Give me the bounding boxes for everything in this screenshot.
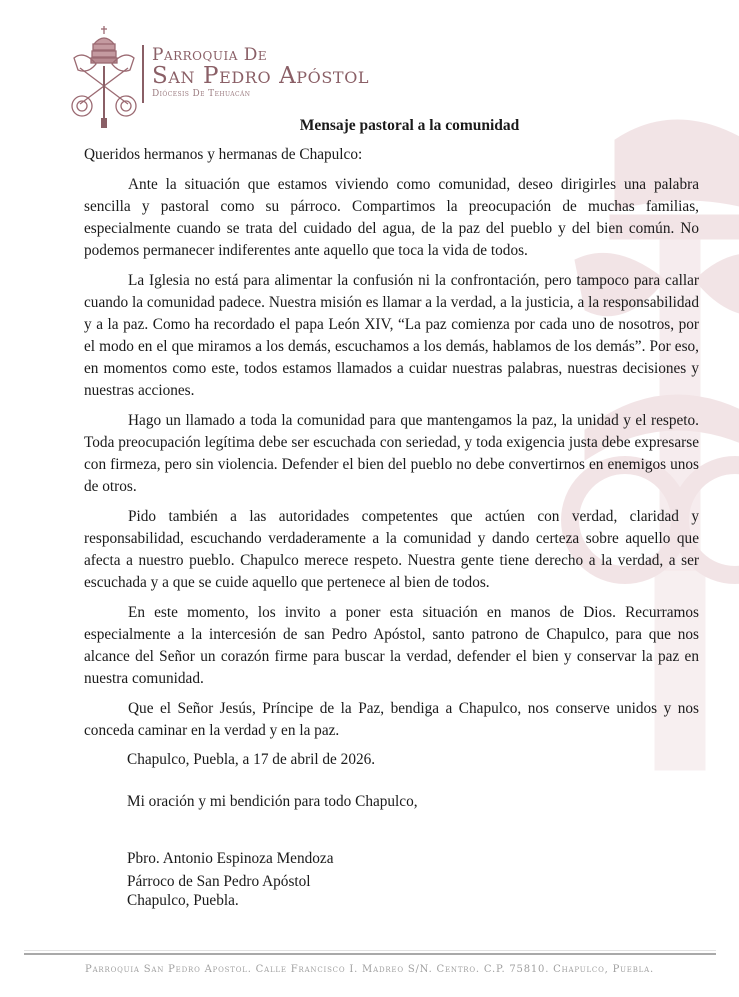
letter-body: [84, 144, 699, 742]
paragraph: Hago un llamado a toda la comunidad para que mantengamos la paz, la unidad y el respeto. Toda preocupación legítima debe ser escuchada con seriedad, y toda exigencia justa debe expresarse con firmeza, pero sin violencia. Defender el bien del pueblo no debe convertirnos en enemigos unos de otros.: [84, 412, 699, 495]
blessing-line: Mi oración y mi bendición para todo Chapulco,: [127, 793, 418, 810]
document-title: Mensaje pastoral a la comunidad: [299, 117, 520, 134]
closing-block: [127, 750, 739, 910]
footer: [0, 950, 739, 997]
greeting: Queridos hermanos y hermanas de Chapulco:: [84, 146, 363, 163]
papal-coat-of-arms-icon: [68, 22, 140, 130]
signature-name: Pbro. Antonio Espinoza Mendoza: [127, 850, 334, 867]
diocese-line: Diócesis De Tehuacán: [152, 89, 251, 99]
footer-rule: [24, 953, 716, 955]
paragraph: La Iglesia no está para alimentar la confusión ni la confrontación, pero tampoco para callar cuando la comunidad padece. Nuestra misión es llamar a la verdad, a la justicia, a la responsabilidad y a la paz. Como ha recordado el papa León XIV, “La paz comienza por cada uno de nosotros, por el modo en el que miramos a los demás, escuchamos a los demás, hablamos de los demás”. Por eso, en momentos como este, todos estamos llamados a cuidar nuestras palabras, nuestras decisiones y nuestras acciones.: [84, 272, 699, 399]
footer-address: Parroquia San Pedro Apostol. Calle Francisco I. Madreo S/N. Centro. C.P. 75810. Chapulco, Puebla.: [85, 964, 654, 975]
paragraph: Pido también a las autoridades competentes que actúen con verdad, claridad y responsabilidad, escuchando verdaderamente a la comunidad y dando certeza sobre aquello que afecta a nuestro pueblo. Chapulco merece respeto. Nuestra gente tiene derecho a la verdad, a ser escuchada y a que se cuide aquello que pertenece al bien de todos.: [84, 508, 699, 591]
parish-line-2: San Pedro Apóstol: [152, 63, 370, 89]
parish-line-1: Parroquia De: [152, 45, 268, 65]
paragraph: Ante la situación que estamos viviendo como comunidad, deseo dirigirles una palabra sencilla y pastoral como su párroco. Compartimos la preocupación de muchas familias, especialmente cuando se trata del cuidado del agua, de la paz del pueblo y del bien común. No podemos permanecer indiferentes ante aquello que toca la vida de todos.: [84, 176, 699, 259]
date-line: Chapulco, Puebla, a 17 de abril de 2026.: [127, 751, 376, 768]
paragraph: En este momento, los invito a poner esta situación en manos de Dios. Recurramos especialmente a la intercesión de san Pedro Apóstol, santo patrono de Chapulco, para que nos alcance del Señor un corazón firme para buscar la verdad, defender el bien y conservar la paz en nuestra comunidad.: [84, 604, 699, 687]
footer-rule-thin: [24, 950, 716, 951]
letterhead: [0, 0, 739, 112]
parish-name-block: [152, 46, 369, 100]
logo-divider: [142, 45, 144, 103]
signature-role: Párroco de San Pedro Apóstol: [127, 873, 311, 890]
signature-place: Chapulco, Puebla.: [127, 892, 239, 909]
paragraph: Que el Señor Jesús, Príncipe de la Paz, bendiga a Chapulco, nos conserve unidos y nos conceda caminar en la verdad y en la paz.: [84, 700, 699, 739]
